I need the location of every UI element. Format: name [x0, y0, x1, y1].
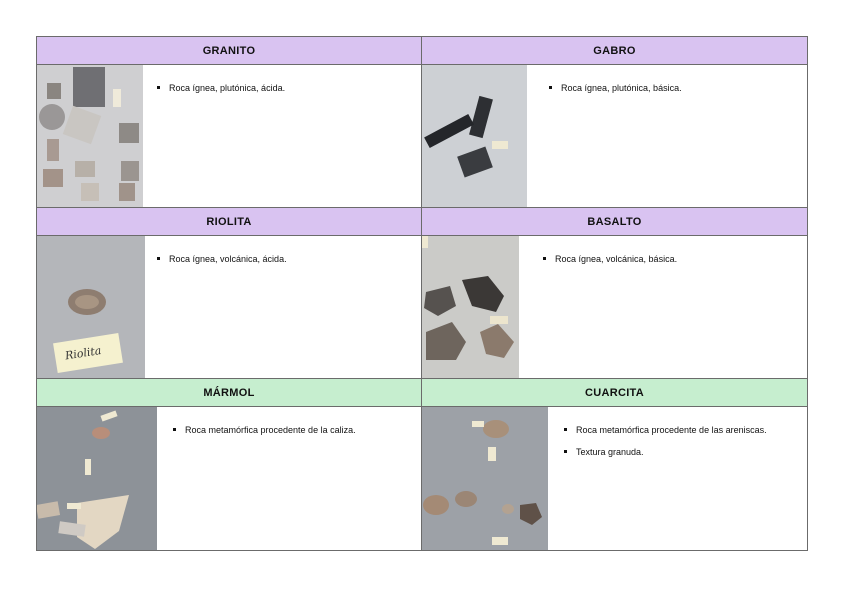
basalto-cell [422, 236, 808, 379]
cuarcita-header: CUARCITA [422, 379, 808, 407]
table-row-headers-3 [37, 379, 808, 407]
basalto-header: BASALTO [422, 208, 808, 236]
basalto-photo [422, 236, 519, 378]
gabro-photo [422, 65, 527, 207]
granito-bullet-1: Roca ígnea, plutónica, ácida. [153, 77, 285, 99]
table-row-headers-2 [37, 208, 808, 236]
basalto-bullet-1: Roca ígnea, volcánica, básica. [539, 248, 677, 270]
marmol-rocks-illustration [37, 407, 157, 550]
riolita-bullet-1: Roca ígnea, volcánica, ácida. [153, 248, 287, 270]
cuarcita-photo [422, 407, 548, 550]
riolita-label-text: Riolita [64, 343, 103, 363]
cuarcita-bullets [560, 419, 790, 463]
cuarcita-bullet-1: Roca metamórfica procedente de las areniscas. [560, 419, 790, 441]
gabro-rocks-illustration [422, 65, 527, 207]
riolita-bullets [153, 248, 287, 270]
basalto-bullets [539, 248, 677, 270]
marmol-bullets [169, 419, 356, 441]
riolita-cell [37, 236, 422, 379]
granito-photo [37, 65, 143, 207]
marmol-bullet-1: Roca metamórfica procedente de la caliza. [169, 419, 356, 441]
basalto-rocks-illustration [422, 236, 519, 378]
granito-bullets [153, 77, 285, 99]
granito-rocks-illustration [37, 65, 143, 207]
cuarcita-bullet-2: Textura granuda. [560, 441, 790, 463]
marmol-header: MÁRMOL [37, 379, 422, 407]
marmol-cell [37, 407, 422, 551]
rock-table [36, 36, 808, 551]
granito-cell [37, 65, 422, 208]
cuarcita-cell [422, 407, 808, 551]
gabro-bullet-1: Roca ígnea, plutónica, básica. [545, 77, 682, 99]
marmol-photo [37, 407, 157, 550]
gabro-bullets [545, 77, 682, 99]
granito-header: GRANITO [37, 37, 422, 65]
table-row-content-2 [37, 236, 808, 379]
riolita-photo [37, 236, 145, 378]
table-row-headers-1 [37, 37, 808, 65]
table-row-content-1 [37, 65, 808, 208]
table-row-content-3 [37, 407, 808, 551]
gabro-cell [422, 65, 808, 208]
riolita-header: RIOLITA [37, 208, 422, 236]
gabro-header: GABRO [422, 37, 808, 65]
cuarcita-rocks-illustration [422, 407, 548, 550]
